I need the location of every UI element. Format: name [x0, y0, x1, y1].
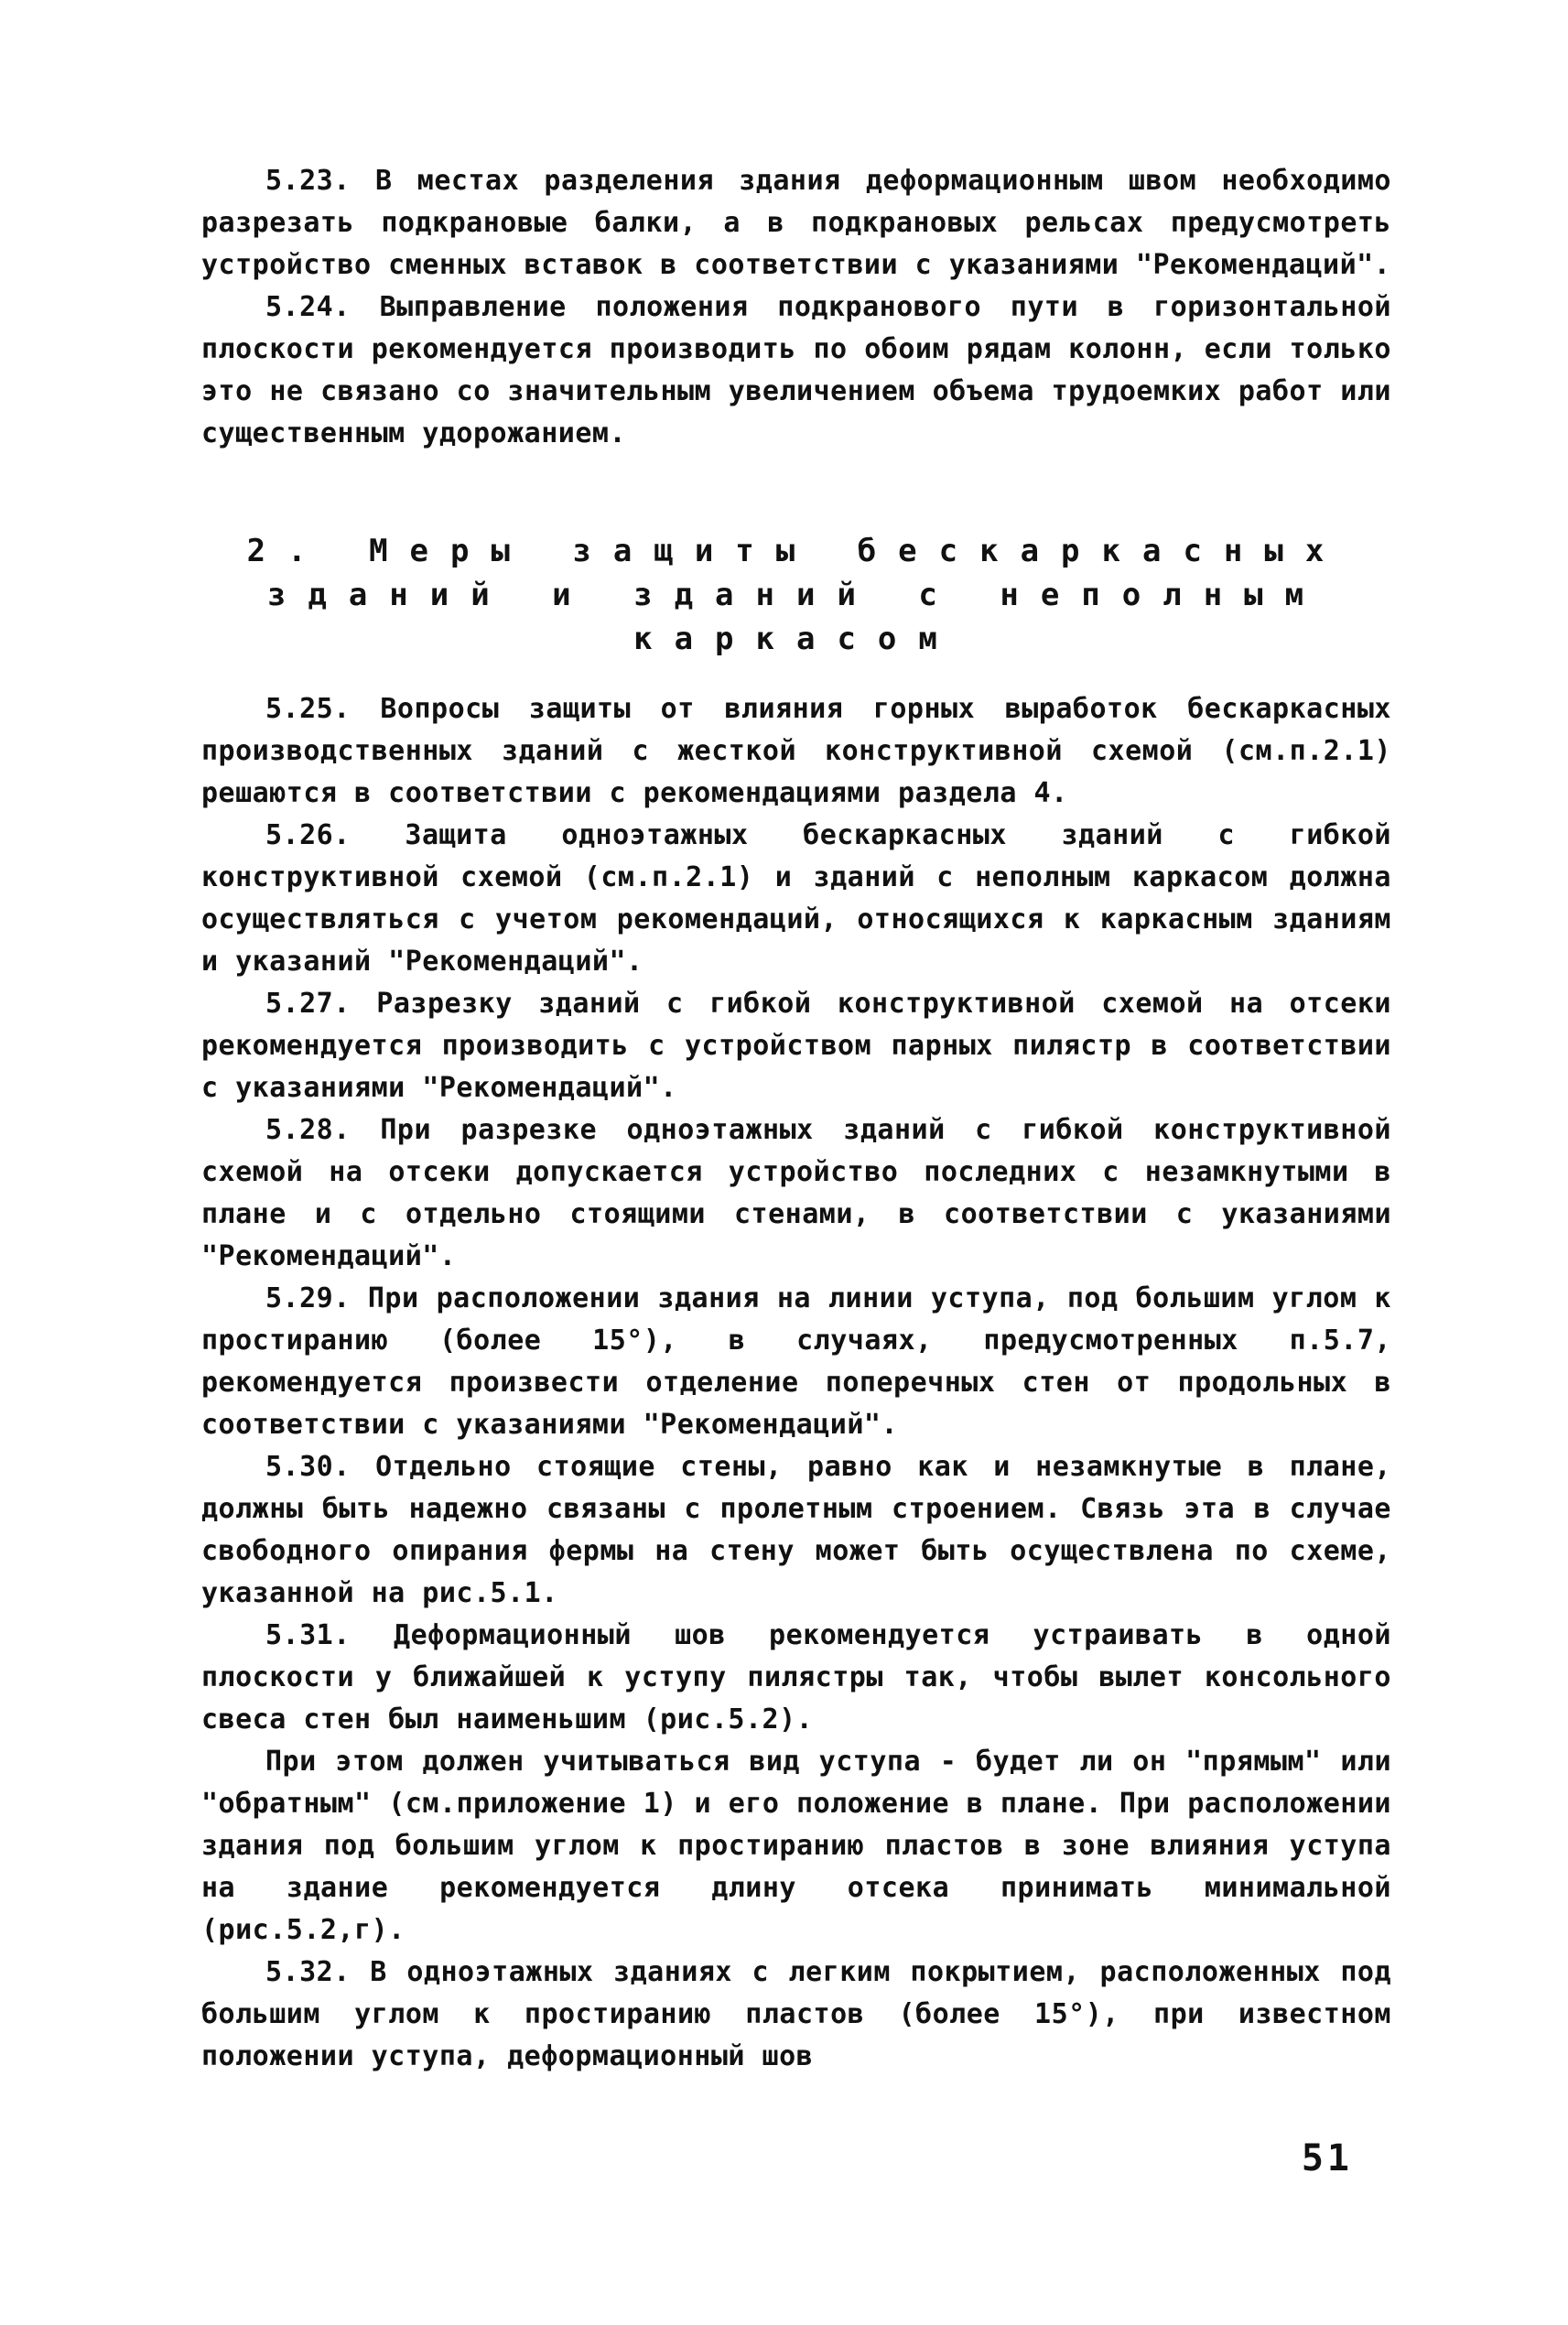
paragraph-5-27: 5.27. Разрезку зданий с гибкой конструктивной схемой на отсеки рекомендуется производить с устройством парных пилястр в соответствии с указаниями "Рекомендаций".: [201, 988, 1391, 1104]
paragraph-5-31: 5.31. Деформационный шов рекомендуется устраивать в одной плоскости у ближайшей к уступу пилястры так, чтобы вылет консольного свеса стен был наименьшим (рис.5.2).: [201, 1619, 1391, 1736]
heading-line-3: каркасом: [633, 621, 959, 657]
main-text-section: [201, 688, 1391, 2078]
page-number: 51: [1301, 2137, 1353, 2179]
paragraph-5-30: 5.30. Отдельно стоящие стены, равно как и незамкнутые в плане, должны быть надежно связаны с пролетным строением. Связь эта в случае свободного опирания фермы на стену может быть осуществлена по схеме, указанной на рис.5.1.: [201, 1451, 1391, 1609]
paragraph-5-25: 5.25. Вопросы защиты от влияния горных выработок бескаркасных производственных зданий с жесткой конструктивной схемой (см.п.2.1) решаются в соответствии с рекомендациями раздела 4.: [201, 693, 1391, 809]
heading-line-1: 2. Меры защиты бескаркасных: [246, 533, 1346, 569]
paragraph-5-28: 5.28. При разрезке одноэтажных зданий с гибкой конструктивной схемой на отсеки допускается устройство последних с незамкнутыми в плане и с отдельно стоящими стенами, в соответствии с указаниями "Рекомендаций".: [201, 1114, 1391, 1272]
heading-line-2: зданий и зданий с неполным: [266, 577, 1326, 613]
paragraph-5-31-continued: При этом должен учитываться вид уступа - будет ли он "прямым" или "обратным" (см.приложение 1) и его положение в плане. При расположении здания под большим углом к простиранию пластов в зоне влияния уступа на здание рекомендуется длину отсека принимать минимальной (рис.5.2,г).: [201, 1746, 1391, 1946]
paragraph-5-23: 5.23. В местах разделения здания деформационным швом необходимо разрезать подкрановые балки, а в подкрановых рельсах предусмотреть устройство сменных вставок в соответствии с указаниями "Рекомендаций".: [201, 165, 1391, 281]
paragraph-5-32: 5.32. В одноэтажных зданиях с легким покрытием, расположенных под большим углом к простиранию пластов (более 15°), при известном положении уступа, деформационный шов: [201, 1956, 1391, 2072]
top-text-section: [201, 160, 1391, 455]
section-heading: [220, 529, 1373, 661]
paragraph-5-26: 5.26. Защита одноэтажных бескаркасных зданий с гибкой конструктивной схемой (см.п.2.1) и зданий с неполным каркасом должна осуществляться с учетом рекомендаций, относящихся к каркасным зданиям и указаний "Рекомендаций".: [201, 819, 1391, 978]
paragraph-5-24: 5.24. Выправление положения подкранового пути в горизонтальной плоскости рекомендуется производить по обоим рядам колонн, если только это не связано со значительным увеличением объема трудоемких работ или существенным удорожанием.: [201, 291, 1391, 449]
paragraph-5-29: 5.29. При расположении здания на линии уступа, под большим углом к простиранию (более 15°), в случаях, предусмотренных п.5.7, рекомендуется произвести отделение поперечных стен от продольных в соответствии с указаниями "Рекомендаций".: [201, 1282, 1391, 1441]
